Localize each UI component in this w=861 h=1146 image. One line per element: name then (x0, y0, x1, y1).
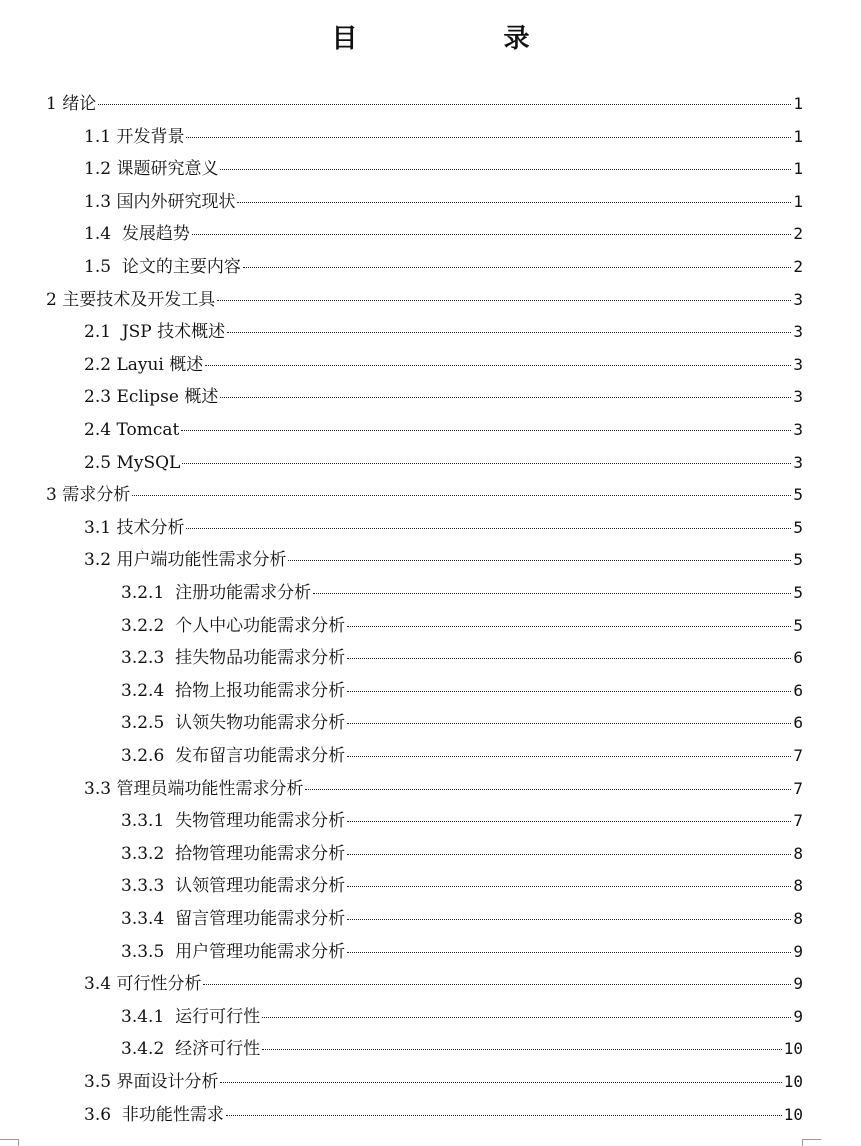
dot-leader (347, 854, 791, 855)
toc-entry[interactable] (121, 577, 803, 609)
toc-entry[interactable] (121, 936, 803, 968)
toc-entry[interactable] (84, 414, 803, 446)
toc-entry-label: 3.2.1 注册功能需求分析 (121, 583, 312, 603)
toc-entry-page-number: 7 (793, 778, 803, 798)
toc-entry-label: 2.1 JSP 技术概述 (84, 322, 226, 343)
toc-entry-page-number: 8 (793, 843, 803, 863)
toc-entry-label: 1.5 论文的主要内容 (84, 257, 241, 277)
toc-entry-page-number: 3 (793, 387, 803, 407)
toc-entry-label: 2.4 Tomcat (84, 420, 180, 440)
toc-entry[interactable] (121, 870, 803, 902)
toc-entry-page-number: 5 (793, 615, 803, 635)
toc-entry[interactable] (121, 903, 803, 935)
dot-leader (288, 560, 791, 561)
dot-leader (186, 528, 791, 529)
toc-entry-page-number: 8 (793, 909, 803, 928)
toc-entry-page-number: 7 (793, 811, 803, 831)
toc-entry-label: 1.1 开发背景 (84, 126, 185, 147)
toc-entry-label: 2.2 Layui 概述 (84, 354, 204, 375)
dot-leader (347, 691, 791, 692)
toc-entry-page-number: 3 (793, 289, 803, 309)
dot-leader (262, 1017, 791, 1018)
toc-entry[interactable] (121, 740, 803, 772)
dot-leader (181, 430, 791, 431)
dot-leader (227, 332, 791, 333)
toc-entry[interactable] (84, 218, 803, 250)
toc-entry[interactable] (121, 610, 803, 642)
toc-entry-label: 3.2 用户端功能性需求分析 (84, 550, 287, 571)
toc-entry[interactable] (84, 153, 803, 185)
toc-entry[interactable] (46, 284, 803, 316)
toc-entry-page-number: 1 (793, 94, 803, 113)
dot-leader (217, 300, 791, 301)
dot-leader (192, 234, 792, 235)
dot-leader (226, 1115, 782, 1116)
dot-leader (347, 756, 791, 757)
toc-entry-label: 3.3.2 拾物管理功能需求分析 (121, 843, 346, 864)
dot-leader (347, 658, 791, 659)
toc-entry-page-number: 7 (793, 746, 803, 765)
toc-entry[interactable] (84, 1099, 803, 1131)
dot-leader (347, 919, 791, 920)
dot-leader (313, 593, 791, 594)
toc-entry[interactable] (121, 707, 803, 739)
toc-entry-page-number: 9 (793, 1006, 803, 1026)
toc-entry-page-number: 3 (793, 452, 803, 472)
dot-leader (243, 267, 792, 268)
toc-entry[interactable] (84, 186, 803, 218)
dot-leader (347, 886, 791, 887)
toc-entry-label: 2.3 Eclipse 概述 (84, 387, 219, 408)
dot-leader (347, 952, 791, 953)
dot-leader (186, 137, 791, 138)
toc-entry-label: 1.3 国内外研究现状 (84, 191, 236, 212)
toc-entry[interactable] (84, 773, 803, 805)
dot-leader (347, 821, 791, 822)
toc-entry-page-number: 3 (793, 322, 803, 342)
toc-entry-page-number: 8 (793, 876, 803, 896)
toc-entry-label: 3.3.5 用户管理功能需求分析 (121, 941, 346, 962)
toc-entry[interactable] (121, 675, 803, 707)
toc-entry-label: 3.2.3 挂失物品功能需求分析 (121, 648, 346, 669)
toc-entry[interactable] (121, 805, 803, 837)
dot-leader (203, 984, 791, 985)
toc-entry-page-number: 3 (793, 420, 803, 439)
toc-entry[interactable] (84, 968, 803, 1000)
toc-entry-page-number: 1 (793, 191, 803, 211)
dot-leader (205, 365, 791, 366)
toc-entry-page-number: 10 (783, 1104, 803, 1124)
toc-entry-label: 2 主要技术及开发工具 (46, 289, 216, 310)
toc-entry-label: 3.5 界面设计分析 (84, 1072, 219, 1092)
toc-entry-label: 3.6 非功能性需求 (84, 1104, 224, 1125)
dot-leader (220, 1082, 781, 1083)
toc-entry[interactable] (84, 544, 803, 576)
toc-entry-page-number: 5 (793, 550, 803, 570)
toc-entry[interactable] (121, 1001, 803, 1033)
toc-entry-label: 3.1 技术分析 (84, 517, 185, 538)
toc-entry-page-number: 2 (793, 257, 803, 276)
toc-entry[interactable] (84, 447, 803, 479)
toc-entry-page-number: 5 (793, 517, 803, 537)
toc-entry-label: 3.4 可行性分析 (84, 974, 202, 995)
toc-entry-page-number: 9 (793, 941, 803, 961)
toc-entry-label: 3.2.5 认领失物功能需求分析 (121, 713, 346, 734)
toc-entry-page-number: 6 (793, 648, 803, 668)
toc-entry-page-number: 5 (793, 583, 803, 602)
toc-entry-label: 3.3.3 认领管理功能需求分析 (121, 876, 346, 897)
toc-entry-label: 1.4 发展趋势 (84, 224, 190, 245)
toc-entry[interactable] (84, 349, 803, 381)
page-corner-mark (0, 1139, 19, 1146)
toc-entry-label: 3.2.4 拾物上报功能需求分析 (121, 680, 346, 701)
toc-entry[interactable] (84, 316, 803, 348)
toc-entry-label: 2.5 MySQL (84, 452, 181, 473)
dot-leader (305, 789, 791, 790)
toc-entry-page-number: 6 (793, 713, 803, 733)
toc-entry-label: 1.2 课题研究意义 (84, 159, 219, 180)
dot-leader (182, 463, 791, 464)
dot-leader (262, 1049, 782, 1050)
toc-entry[interactable] (84, 381, 803, 413)
toc-entry-page-number: 3 (793, 354, 803, 374)
toc-entry-label: 3.4.2 经济可行性 (121, 1039, 261, 1060)
toc-entry-label: 3.3 管理员端功能性需求分析 (84, 778, 304, 799)
toc-entry-page-number: 10 (783, 1039, 803, 1059)
toc-entry-page-number: 10 (783, 1072, 803, 1091)
toc-entry[interactable] (121, 642, 803, 674)
toc-entry-page-number: 9 (793, 974, 803, 994)
dot-leader (220, 169, 791, 170)
toc-entry[interactable] (121, 838, 803, 870)
toc-entry-label: 3 需求分析 (46, 485, 131, 506)
toc-entry-label: 3.4.1 运行可行性 (121, 1006, 261, 1027)
toc-entry[interactable] (84, 1066, 803, 1098)
toc-entry[interactable] (121, 1033, 803, 1065)
toc-entry-page-number: 1 (793, 159, 803, 179)
toc-entry[interactable] (84, 121, 803, 153)
toc-entry-label: 3.2.6 发布留言功能需求分析 (121, 746, 346, 766)
toc-entry[interactable] (46, 479, 803, 511)
dot-leader (98, 104, 791, 105)
toc-entry-page-number: 5 (793, 485, 803, 505)
page-corner-mark (802, 1139, 821, 1146)
toc-entry-label: 3.3.4 留言管理功能需求分析 (121, 909, 346, 929)
dot-leader (220, 397, 791, 398)
toc-entry[interactable] (46, 88, 803, 120)
dot-leader (237, 202, 791, 203)
toc-entry-label: 3.2.2 个人中心功能需求分析 (121, 615, 346, 636)
toc-entry-page-number: 1 (793, 126, 803, 146)
toc-entry-label: 1 绪论 (46, 94, 97, 114)
toc-entry-page-number: 6 (793, 680, 803, 700)
toc-entry[interactable] (84, 512, 803, 544)
dot-leader (347, 626, 791, 627)
toc-entry-label: 3.3.1 失物管理功能需求分析 (121, 811, 346, 832)
dot-leader (347, 723, 791, 724)
toc-entry-page-number: 2 (793, 224, 803, 244)
toc-entry[interactable] (84, 251, 803, 283)
dot-leader (132, 495, 791, 496)
toc-title: 目 录 (331, 24, 590, 54)
